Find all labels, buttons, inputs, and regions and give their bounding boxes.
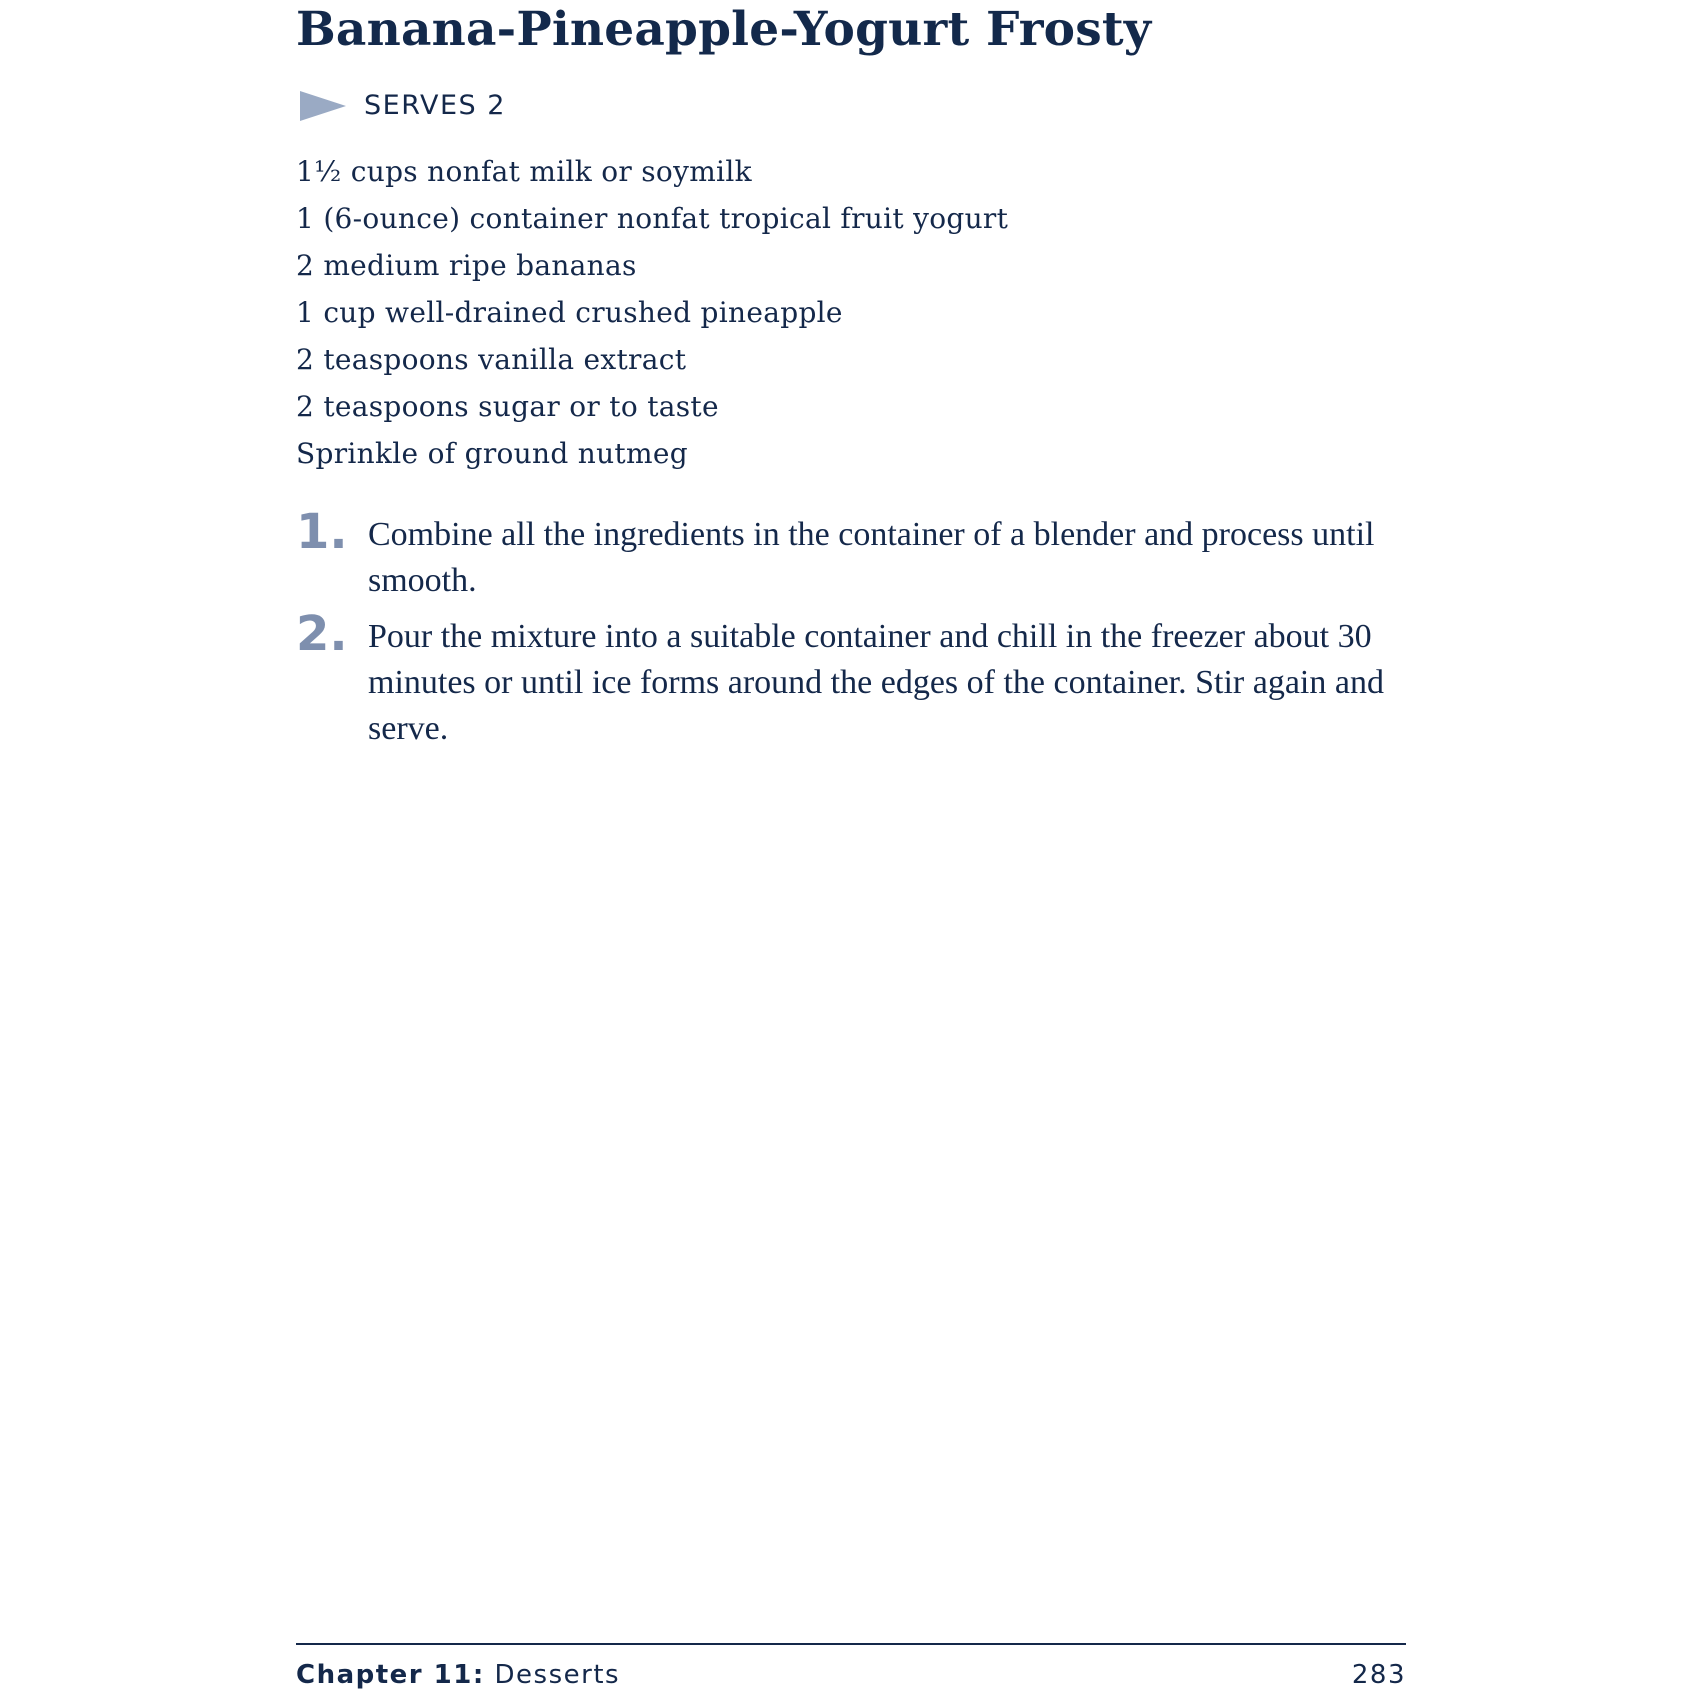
instruction-step — [296, 504, 1416, 604]
page-footer — [296, 1658, 1406, 1692]
serves-label: SERVES 2 — [364, 90, 506, 121]
chapter-reference — [296, 1658, 620, 1692]
ingredient-item: 1 cup well-drained crushed pineapple — [296, 296, 843, 329]
instruction-step — [296, 606, 1416, 752]
pennant-arrow-icon — [300, 91, 346, 121]
ingredient-item: Sprinkle of ground nutmeg — [296, 437, 688, 470]
chapter-label: Chapter 11: — [296, 1660, 485, 1690]
ingredient-item: 1 (6-ounce) container nonfat tropical fruit yogurt — [296, 202, 1009, 235]
ingredient-item: 2 teaspoons sugar or to taste — [296, 390, 719, 423]
recipe-title: Banana-Pineapple-Yogurt Frosty — [296, 2, 1152, 57]
ingredient-list — [296, 148, 1008, 477]
footer-divider — [296, 1643, 1406, 1645]
serves-line — [300, 88, 506, 124]
ingredient-item: 2 teaspoons vanilla extract — [296, 343, 687, 376]
page-number: 283 — [1351, 1660, 1406, 1690]
step-text: Combine all the ingredients in the container of a blender and process until smooth. — [368, 516, 1375, 599]
step-text: Pour the mixture into a suitable container and chill in the freezer about 30 minutes or until ice forms around the edges of the container. Stir again and serve. — [368, 618, 1384, 747]
ingredient-item: 1½ cups nonfat milk or soymilk — [296, 155, 752, 188]
instruction-steps — [296, 504, 1416, 762]
step-number: 2. — [296, 606, 348, 662]
step-number: 1. — [296, 504, 348, 560]
ingredient-item: 2 medium ripe bananas — [296, 249, 637, 282]
chapter-name: Desserts — [494, 1660, 621, 1690]
